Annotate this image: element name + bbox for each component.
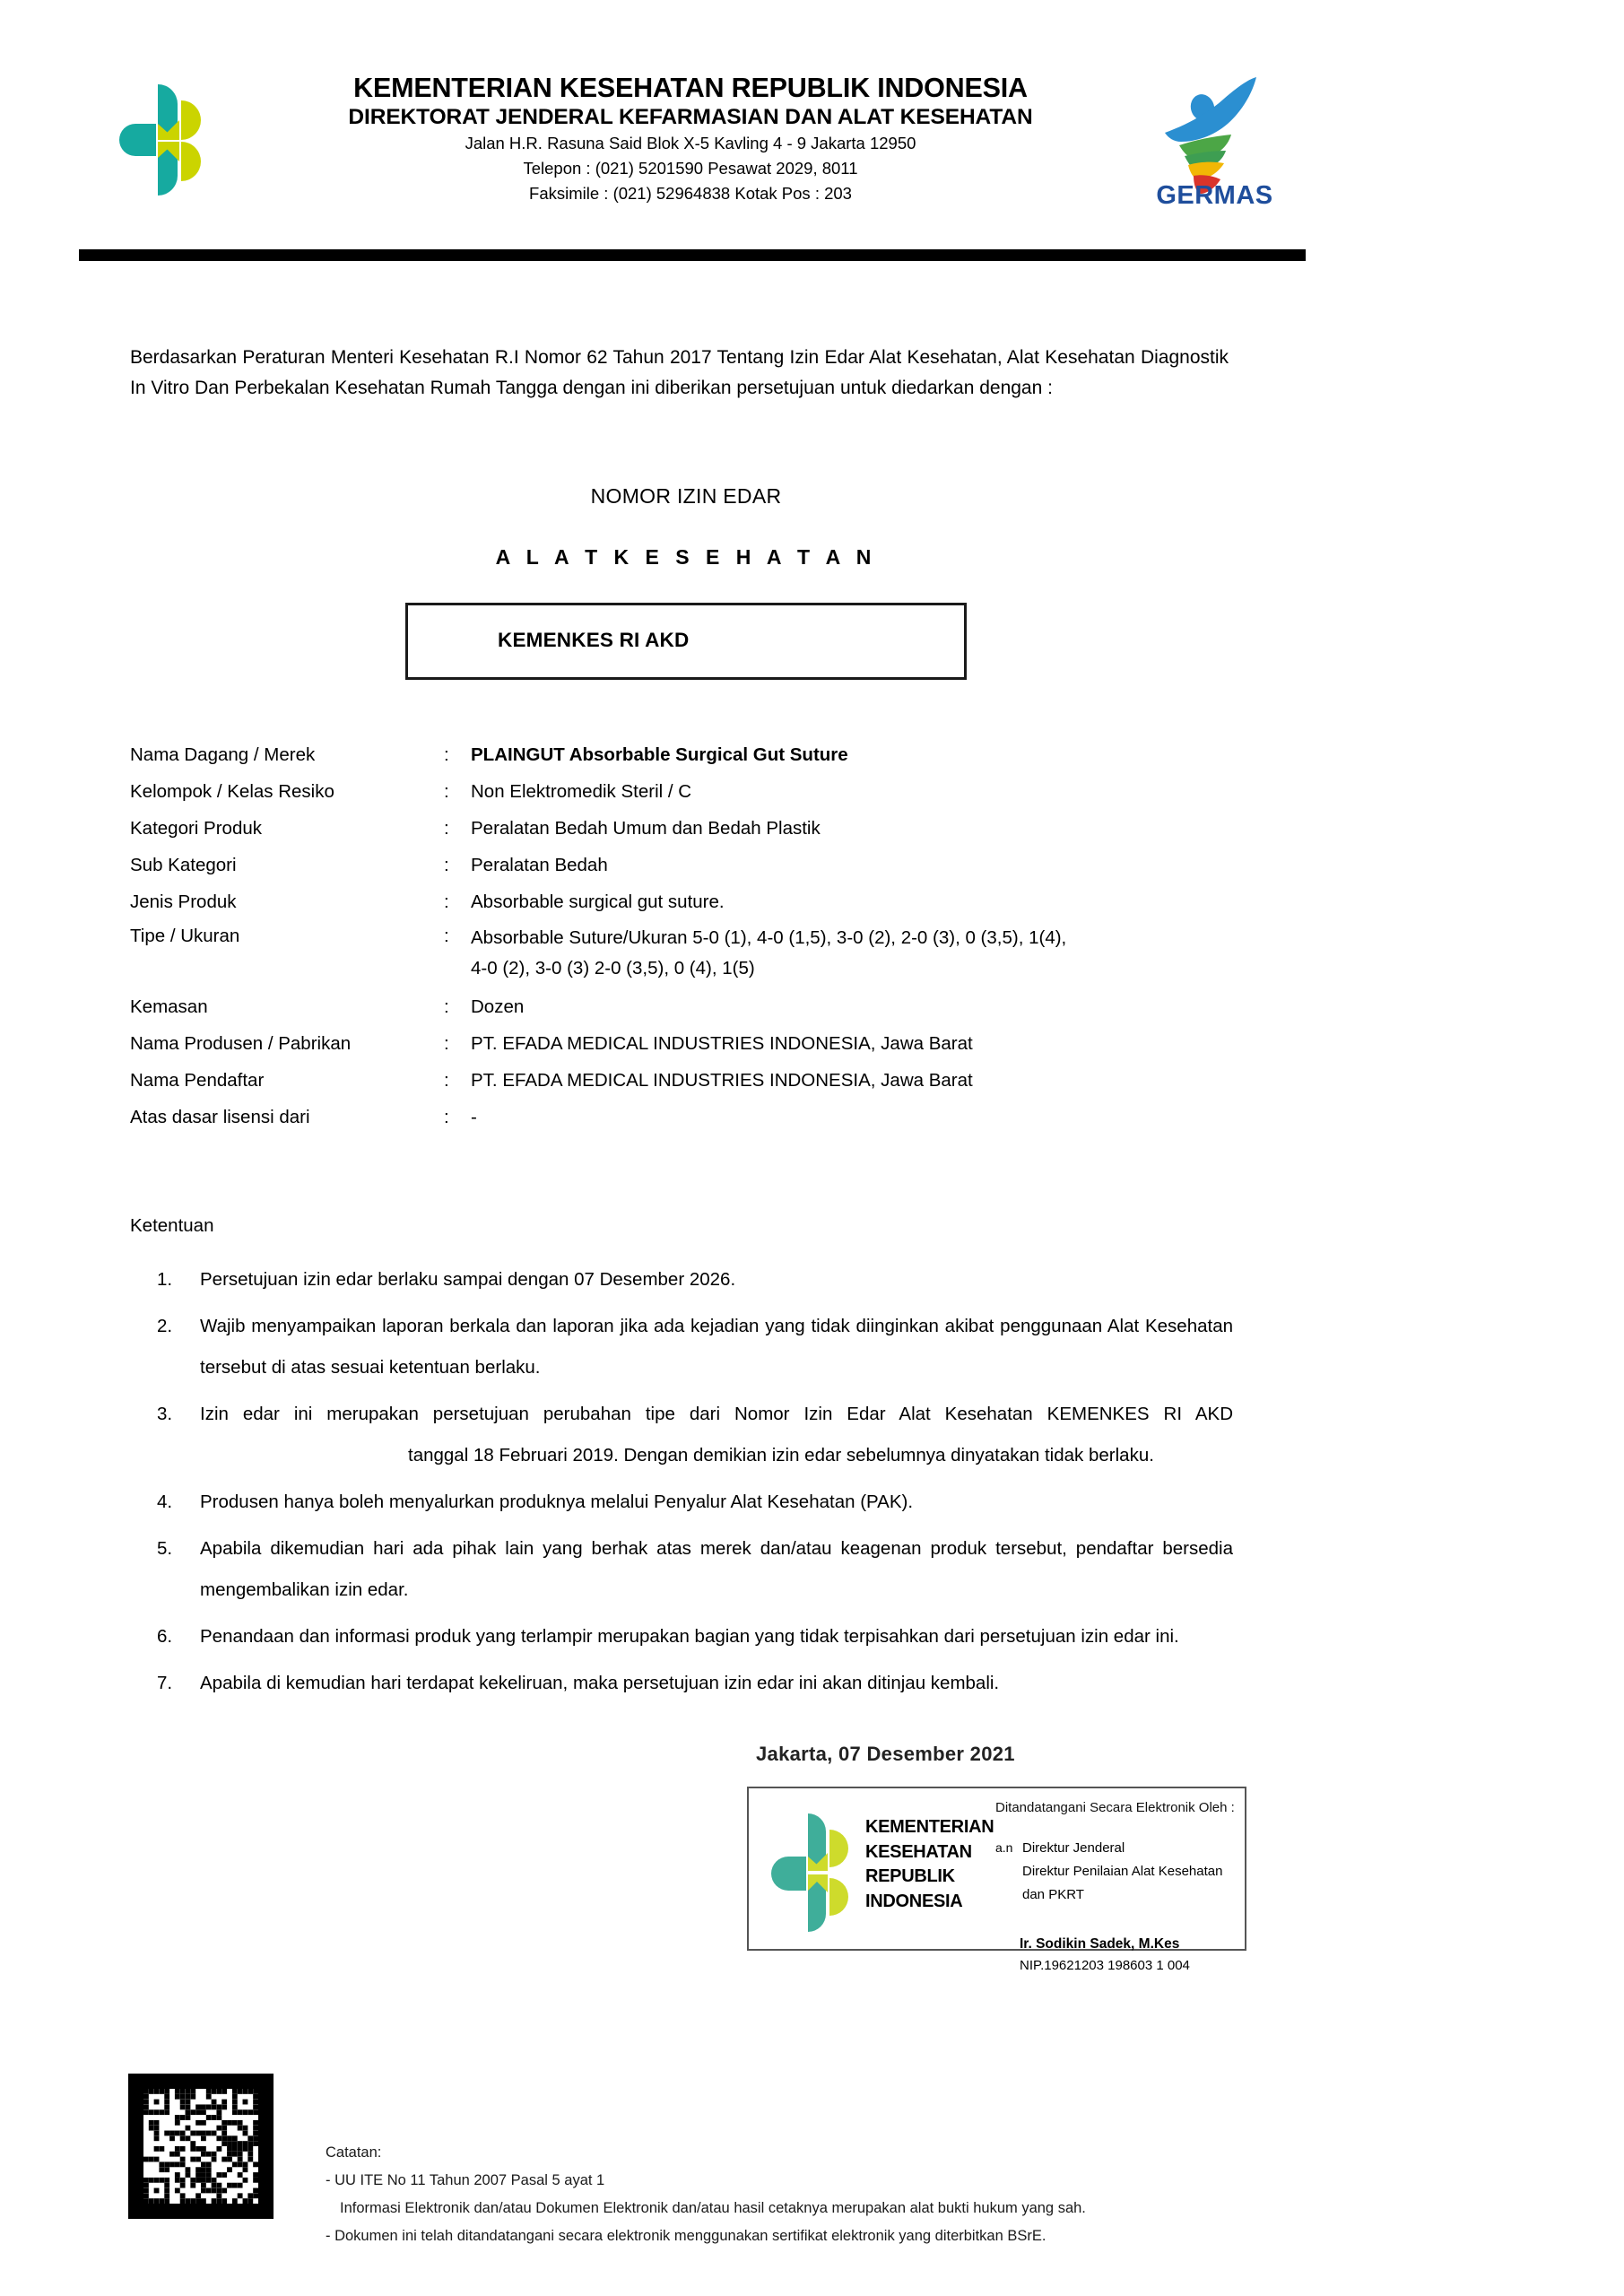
list-item-number: 3. [157,1404,173,1424]
detail-value-line-1: Absorbable Suture/Ukuran 5-0 (1), 4-0 (1,5), 3-0 (2), 2-0 (3), 0 (3,5), 1(4), [471,927,1067,948]
list-item-text: Apabila di kemudian hari terdapat kekeliruan, maka persetujuan izin edar ini akan ditinjau kembali. [200,1673,1000,1693]
list-item-text: Produsen hanya boleh menyalurkan produknya melalui Penyalur Alat Kesehatan (PAK). [200,1492,914,1512]
qr-code-pattern [143,2089,258,2204]
logo-word-line-1: KEMENTERIAN [865,1817,994,1837]
detail-label: Atas dasar lisensi dari [130,1107,310,1127]
detail-colon: : [444,855,449,875]
logo-word-line-2: KESEHATAN [865,1841,972,1862]
table-row [130,815,1233,842]
header-text-block [251,72,1130,206]
detail-label: Nama Dagang / Merek [130,744,316,765]
detail-colon: : [444,891,449,912]
detail-value: Peralatan Bedah [471,855,608,875]
list-item [130,1482,1233,1523]
signature-details [995,1797,1242,1977]
list-item-text: Penandaan dan informasi produk yang terlampir merupakan bagian yang tidak terpisahkan dari persetujuan izin edar ini. [200,1626,1179,1647]
list-item-text: Wajib menyampaikan laporan berkala dan laporan jika ada kejadian yang tidak diinginkan akibat penggunaan Alat Kesehatan tersebut di atas sesuai ketentuan berlaku. [200,1316,1233,1378]
header-divider [79,249,1306,261]
footer-note-2: - Dokumen ini telah ditandatangani secara elektronik menggunakan sertifikat elektronik yang diterbitkan BSrE. [326,2228,1046,2244]
ministry-address: Jalan H.R. Rasuna Said Blok X-5 Kavling 4 - 9 Jakarta 12950 [465,134,916,152]
kemenkes-logo-icon [769,1801,863,1935]
list-item-number: 4. [157,1492,173,1512]
detail-colon: : [444,744,449,765]
signed-electronically-label: Ditandatangani Secara Elektronik Oleh : [995,1800,1235,1815]
footer-note-1-detail: Informasi Elektronik dan/atau Dokumen Elektronik dan/atau hasil cetaknya merupakan alat bukti hukum yang sah. [340,2200,1086,2216]
list-item [130,1259,1233,1300]
list-item-number: 2. [157,1316,173,1336]
detail-label: Kelompok / Kelas Resiko [130,781,334,802]
registration-number-box [405,603,967,680]
detail-colon: : [444,1070,449,1091]
list-item-text-composite [200,1394,1233,1476]
signature-position-1: Direktur Jenderal [1022,1840,1125,1856]
footer-note-1: - UU ITE No 11 Tahun 2007 Pasal 5 ayat 1 [326,2172,605,2188]
table-row [130,1104,1233,1131]
detail-label: Jenis Produk [130,891,237,912]
signature-position-2: Direktur Penilaian Alat Kesehatan dan PKRT [1022,1864,1223,1902]
detail-label: Kategori Produk [130,818,263,839]
table-row [130,889,1233,916]
logo-word-line-4: INDONESIA [865,1891,963,1911]
table-row [130,923,1233,984]
detail-value-multiline [471,923,1233,984]
ministry-title-line-2: DIREKTORAT JENDERAL KEFARMASIAN DAN ALAT KESEHATAN [348,105,1033,129]
registration-number-value: KEMENKES RI AKD [498,629,690,651]
page-title-alat-kesehatan: A L A T K E S E H A T A N [495,545,877,569]
detail-label: Kemasan [130,996,208,1017]
table-row [130,1067,1233,1094]
list-item-number: 1. [157,1269,173,1290]
footer-notes-title: Catatan: [326,2144,382,2161]
detail-value: Non Elektromedik Steril / C [471,781,692,802]
logo-word-line-3: REPUBLIK [865,1866,955,1886]
detail-label: Nama Pendaftar [130,1070,265,1091]
ministry-title-line-1: KEMENTERIAN KESEHATAN REPUBLIK INDONESIA [353,73,1028,103]
signatory-nip: NIP.19621203 198603 1 004 [1020,1958,1190,1973]
ministry-phone: Telepon : (021) 5201590 Pesawat 2029, 8011 [523,159,858,178]
ketentuan-list [130,1259,1233,1709]
list-item-number: 6. [157,1626,173,1647]
signature-position-row [995,1837,1242,1860]
atas-nama-label: a.n [995,1840,1013,1855]
detail-label: Sub Kategori [130,855,237,875]
table-row [130,778,1233,805]
table-row [130,1031,1233,1057]
document-header [0,0,1624,224]
list-item [130,1663,1233,1704]
list-item-text: Apabila dikemudian hari ada pihak lain yang berhak atas merek dan/atau keagenan produk tersebut, pendaftar bersedia mengembalikan izin edar. [200,1538,1233,1600]
detail-colon: : [444,1107,449,1127]
detail-colon: : [444,926,449,946]
list-item-number: 5. [157,1538,173,1559]
signature-logo-wordmark [865,1815,994,1914]
detail-value: Absorbable surgical gut suture. [471,891,725,912]
signature-place-date: Jakarta, 07 Desember 2021 [756,1743,1015,1765]
detail-colon: : [444,996,449,1017]
list-item-number: 7. [157,1673,173,1693]
detail-colon: : [444,818,449,839]
detail-colon: : [444,1033,449,1054]
detail-value: PLAINGUT Absorbable Surgical Gut Suture [471,744,848,765]
detail-value: Peralatan Bedah Umum dan Bedah Plastik [471,818,821,839]
list-item [130,1616,1233,1657]
product-details-table [130,742,1233,1141]
detail-label: Nama Produsen / Pabrikan [130,1033,352,1054]
ministry-fax: Faksimile : (021) 52964838 Kotak Pos : 203 [529,184,852,203]
table-row [130,742,1233,769]
page-title-nomor-izin-edar: NOMOR IZIN EDAR [590,484,782,508]
list-item [130,1528,1233,1611]
qr-code [128,2074,274,2219]
footer-notes [326,2139,1330,2250]
detail-value: PT. EFADA MEDICAL INDUSTRIES INDONESIA, Jawa Barat [471,1033,973,1054]
list-item-text: Persetujuan izin edar berlaku sampai dengan 07 Desember 2026. [200,1269,736,1290]
ketentuan-heading: Ketentuan [130,1215,214,1236]
germas-label: GERMAS [1156,181,1273,210]
list-item [130,1306,1233,1388]
signatory-name: Ir. Sodikin Sadek, M.Kes [1020,1936,1180,1952]
intro-paragraph: Berdasarkan Peraturan Menteri Kesehatan R.I Nomor 62 Tahun 2017 Tentang Izin Edar Alat Kesehatan, Alat Kesehatan Diagnostik In Vitro Dan Perbekalan Kesehatan Rumah Tangga dengan ini diberikan persetujuan untuk diedarkan dengan : [130,347,1229,398]
electronic-signature-box [747,1787,1246,1973]
table-row [130,852,1233,879]
table-row [130,994,1233,1021]
kemenkes-logo-icon [106,70,231,196]
list-item-text-before-gap: Izin edar ini merupakan persetujuan perubahan tipe dari Nomor Izin Edar Alat Kesehatan KEMENKES RI AKD [200,1404,1233,1424]
detail-value: - [471,1107,477,1127]
detail-value-line-2: 4-0 (2), 3-0 (3) 2-0 (3,5), 0 (4), 1(5) [471,958,755,978]
detail-label: Tipe / Ukuran [130,926,240,946]
detail-value: Dozen [471,996,525,1017]
detail-value: PT. EFADA MEDICAL INDUSTRIES INDONESIA, Jawa Barat [471,1070,973,1091]
list-item [130,1394,1233,1476]
detail-colon: : [444,781,449,802]
list-item-text-after-gap: tanggal 18 Februari 2019. Dengan demikian izin edar sebelumnya dinyatakan tidak berlaku. [408,1445,1154,1465]
